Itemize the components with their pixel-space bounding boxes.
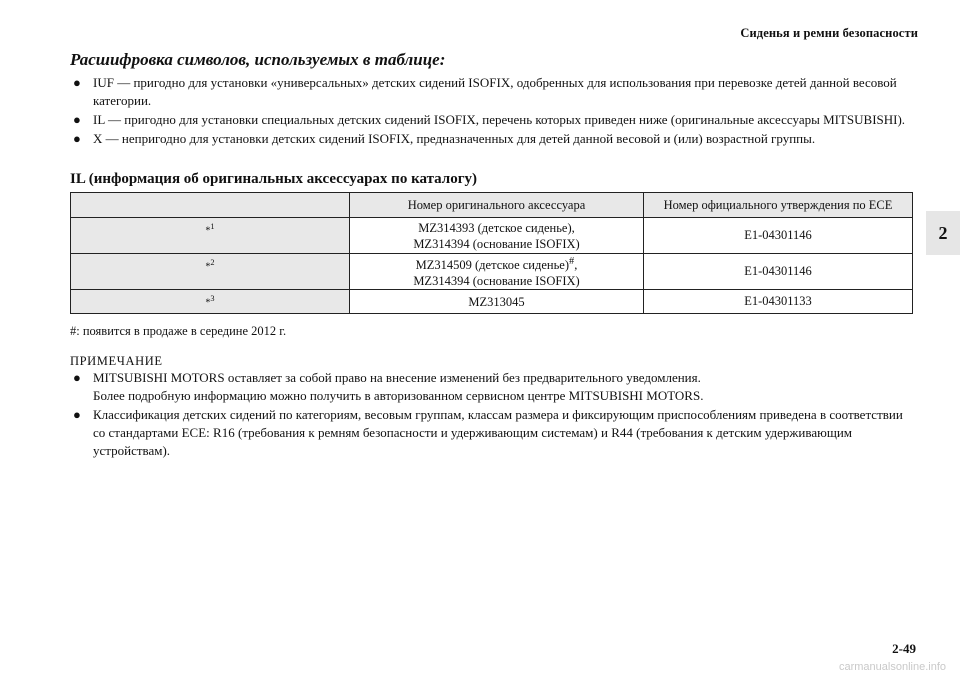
il-table-title: IL (информация об оригинальных аксессуарах по каталогу) (70, 171, 478, 187)
bullet-icon: ● (73, 131, 81, 146)
symbol-description: IL — пригодно для установки специальных детских сидений ISOFIX, перечень которых приведен ниже (оригинальные аксессуары MITSUBISHI). (93, 112, 906, 127)
accessory-line-1: MZ314393 (детское сиденье), (418, 220, 575, 235)
note-ref-cell (71, 218, 350, 254)
availability-mark: # (569, 256, 575, 267)
note-heading: ПРИМЕЧАНИЕ (70, 354, 163, 369)
note-text: Классификация детских сидений по категориям, весовым группам, классам размера и фиксирующим приспособлениям приведена в соответствии со стандартами ECE: R16 (требования к ремням безопасности и удерживающим системам) и R44 (требования к детским удерживающим устройствам). (93, 407, 903, 459)
running-header: Сиденья и ремни безопасности (740, 26, 918, 40)
bullet-icon: ● (73, 75, 81, 90)
note-mark: * (205, 297, 211, 309)
symbol-item-iuf (70, 74, 910, 110)
note-ref-cell (71, 254, 350, 290)
page-content (70, 50, 910, 461)
symbol-item-x (70, 130, 910, 148)
table-row (71, 218, 913, 254)
accessory-line-1: MZ313045 (468, 294, 525, 309)
availability-footnote: #: появится в продаже в середине 2012 г. (70, 324, 287, 339)
accessory-number-cell (350, 290, 644, 314)
accessory-number-cell (350, 254, 644, 290)
note-number: 3 (210, 294, 215, 304)
note-mark: * (205, 261, 211, 273)
bullet-icon: ● (73, 407, 81, 423)
accessory-line-2: MZ314394 (основание ISOFIX) (413, 236, 580, 251)
bullet-icon: ● (73, 370, 81, 386)
approval-number-cell: E1-04301146 (644, 218, 913, 254)
il-accessory-table (70, 192, 913, 314)
note-ref-cell (71, 290, 350, 314)
header-blank-cell (71, 193, 350, 218)
table-row (71, 290, 913, 314)
header-approval-number: Номер официального утверждения по ECE (644, 193, 913, 218)
note-number: 2 (210, 258, 215, 267)
table-row (71, 254, 913, 290)
table-header-row (71, 193, 913, 218)
approval-number-cell: E1-04301146 (644, 254, 913, 290)
page-number: 2-49 (892, 641, 916, 656)
symbol-item-il (70, 111, 910, 129)
accessory-number-cell (350, 218, 644, 254)
bullet-icon: ● (73, 112, 81, 127)
watermark: carmanualsonline.info (838, 661, 946, 673)
accessory-line-1: MZ314509 (детское сиденье) (415, 258, 570, 273)
note-item (70, 369, 910, 405)
chapter-tab (926, 211, 960, 255)
symbols-section-title: Расшифровка символов, используемых в таблице: (70, 50, 446, 69)
chapter-number: 2 (938, 222, 948, 243)
note-number: 1 (210, 222, 215, 231)
note-mark: * (205, 225, 211, 237)
header-accessory-number: Номер оригинального аксессуара (350, 193, 644, 218)
symbol-description: IUF — пригодно для установки «универсальных» детских сидений ISOFIX, одобренных для использования при перевозке детей данной весовой категории. (93, 75, 897, 108)
note-text (93, 369, 910, 405)
accessory-line-2: MZ314394 (основание ISOFIX) (413, 274, 580, 289)
note-list (70, 369, 910, 460)
symbol-description: X — непригодно для установки детских сидений ISOFIX, предназначенных для детей данной весовой и (или) возрастной группы. (93, 131, 816, 146)
symbols-list (70, 74, 910, 148)
note-item (70, 406, 910, 460)
approval-number-cell: E1-04301133 (644, 290, 913, 314)
note-line-2: Более подробную информацию можно получить в авторизованном сервисном центре MITSUBISHI MOTORS. (93, 388, 704, 404)
accessory-line-1-tail: , (574, 258, 578, 273)
note-line-1: MITSUBISHI MOTORS оставляет за собой право на внесение изменений без предварительного уведомления. (93, 370, 701, 386)
